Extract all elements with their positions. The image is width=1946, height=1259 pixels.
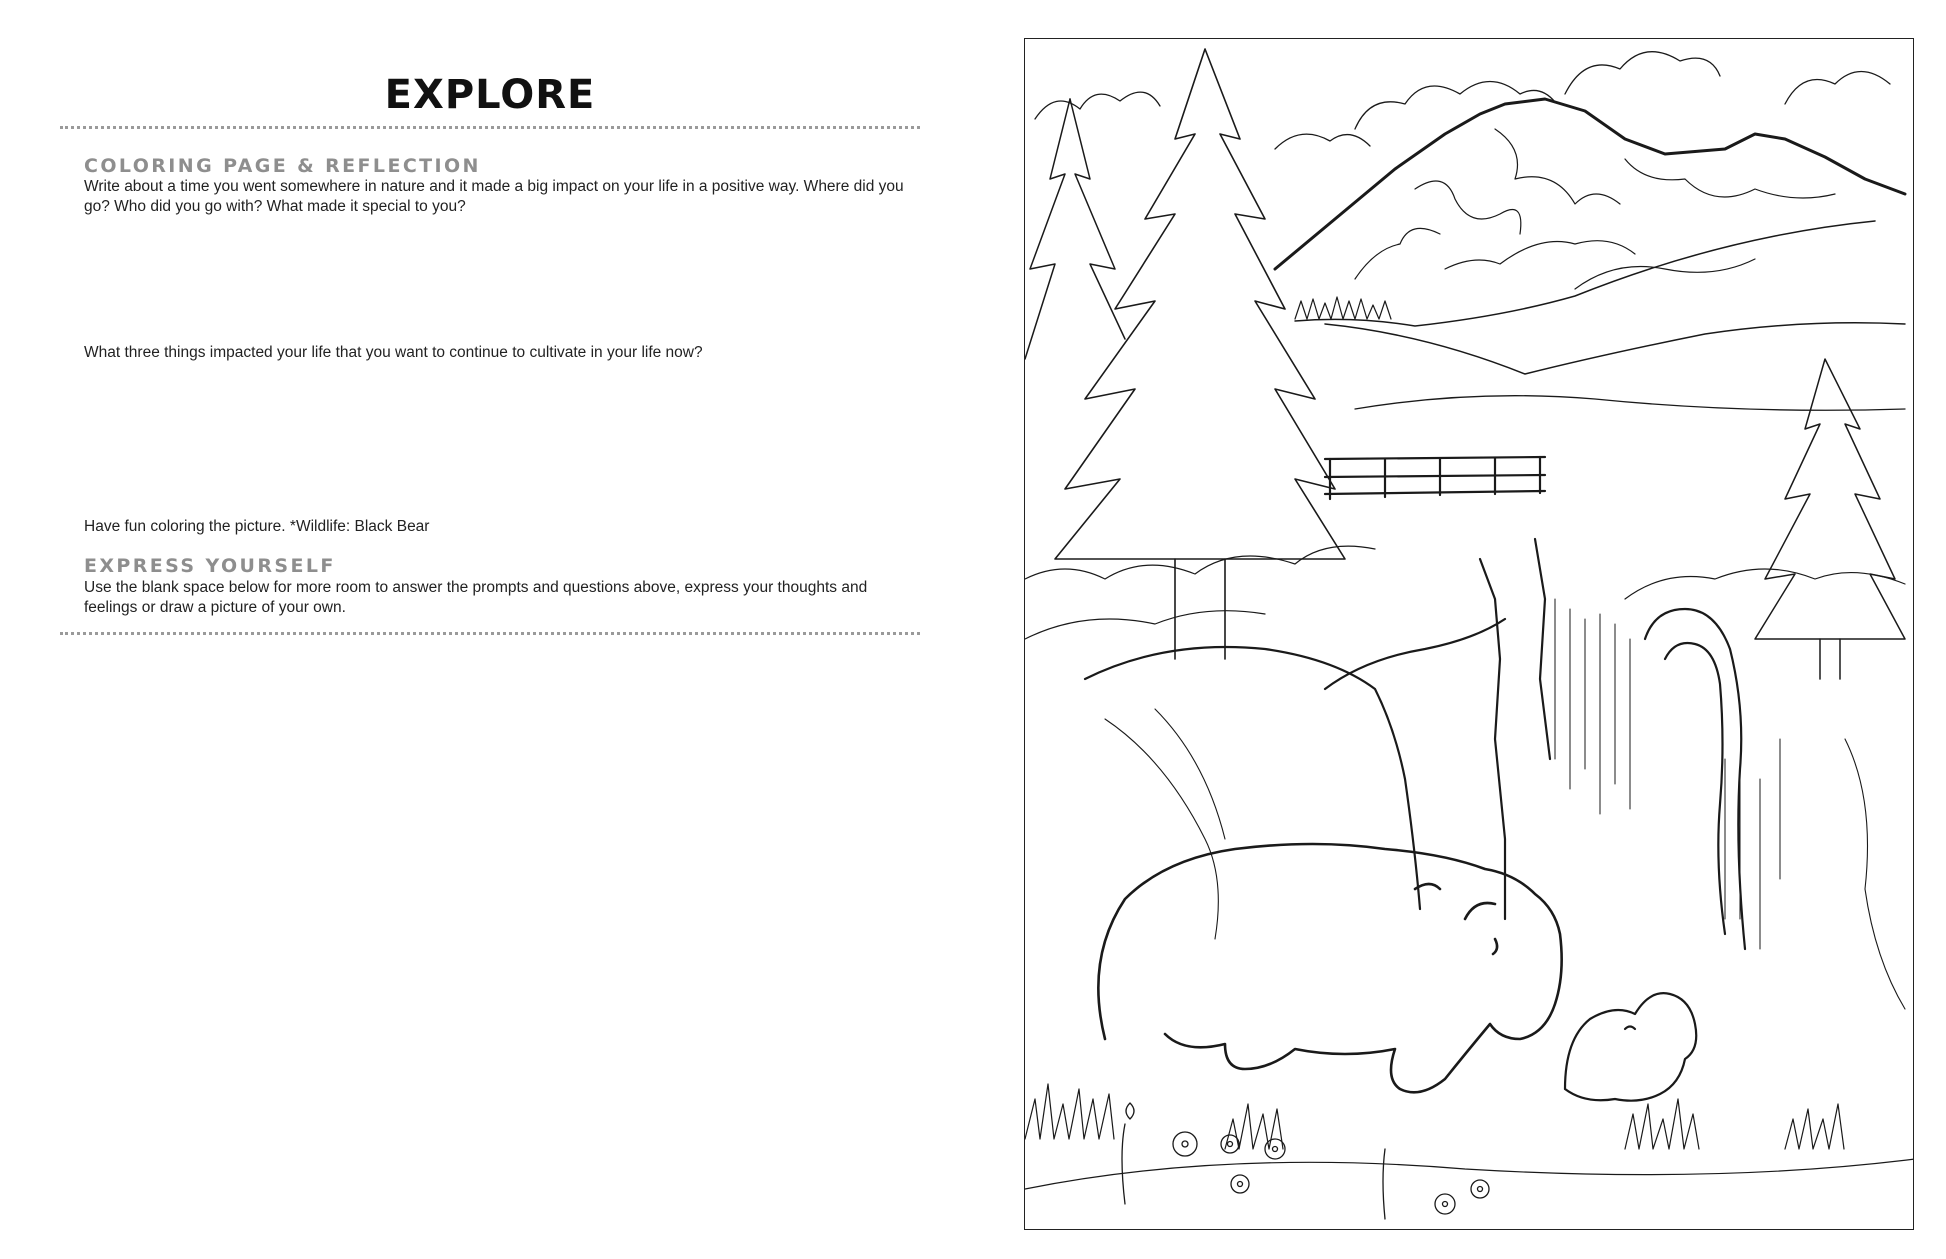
prompt-blank-space: Use the blank space below for more room to answer the prompts and questions above, express your thoughts and feelings or draw a picture of your own. xyxy=(84,579,868,616)
pine-tree-left-edge xyxy=(1025,99,1125,359)
foreground-grass xyxy=(1025,1084,1914,1189)
prompt-coloring-wildlife: Have fun coloring the picture. *Wildlife: Black Bear xyxy=(84,518,430,535)
page-title: EXPLORE xyxy=(384,72,596,118)
valley-hill xyxy=(1325,323,1905,374)
section-heading-express-yourself: EXPRESS YOURSELF xyxy=(84,555,336,577)
pine-tree-large xyxy=(1055,49,1345,659)
wooden-bridge xyxy=(1325,457,1545,499)
bear-cub xyxy=(1565,993,1696,1100)
daisy-flowers xyxy=(1122,1103,1489,1219)
coloring-illustration-frame xyxy=(1024,38,1914,1230)
prompt-nature-impact: Write about a time you went somewhere in nature and it made a big impact on your life in a positive way. Where did you go? Who did you go with? What made it special to you? xyxy=(84,178,904,215)
pine-tree-right xyxy=(1755,359,1905,679)
dotted-divider-bottom xyxy=(60,632,920,635)
section-heading-coloring-reflection: COLORING PAGE & REFLECTION xyxy=(84,155,481,177)
black-bear-landscape-illustration xyxy=(1025,39,1914,1230)
meadow-line xyxy=(1355,396,1905,411)
prompt-three-things: What three things impacted your life that you want to continue to cultivate in your life now? xyxy=(84,344,703,361)
dotted-divider-top xyxy=(60,126,920,129)
water-streaks xyxy=(1555,599,1780,949)
midground-shrubs xyxy=(1025,546,1905,639)
mother-bear xyxy=(1098,844,1561,1092)
mountain-snow-details xyxy=(1355,129,1835,289)
distant-treeline xyxy=(1295,297,1391,319)
mountain-outline xyxy=(1275,99,1905,269)
